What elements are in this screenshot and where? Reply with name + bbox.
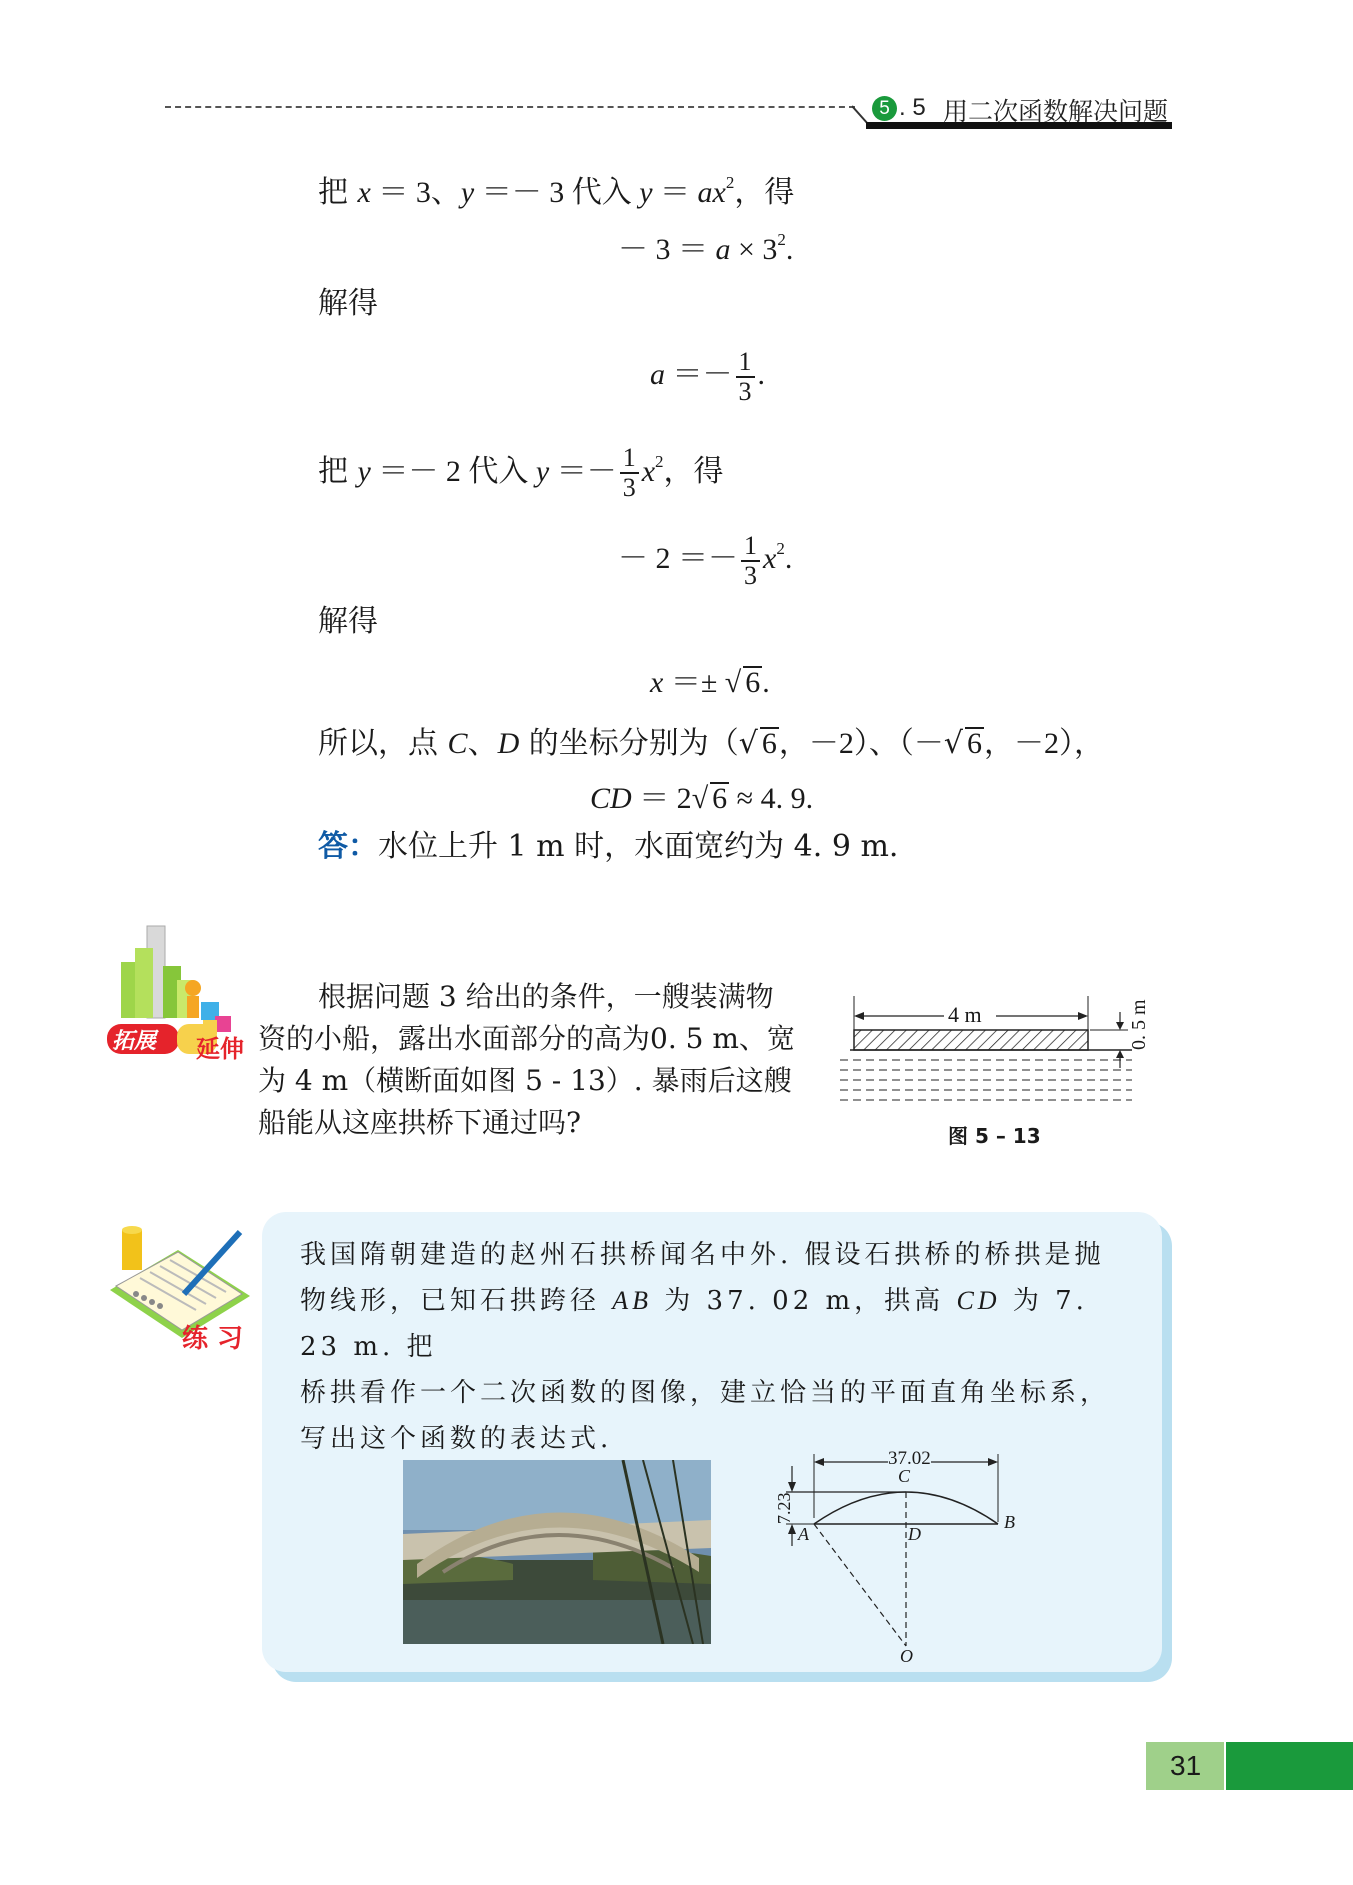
solve-label-2: 解得 [318, 604, 378, 639]
section-title: 用二次函数解决问题 [943, 97, 1169, 126]
extension-line-2: 资的小船，露出水面部分的高为0. 5 m、宽 [258, 1022, 795, 1055]
extension-badge-right: 延伸 [196, 1035, 244, 1063]
equation-substitute-y: 把 y ＝－ 2 代入 y ＝－ $\frac{1}{3}$ $x^2$，得 [318, 443, 724, 502]
extension-line-1: 根据问题 3 给出的条件，一艘装满物 [318, 980, 774, 1013]
diagram-label-a: A [798, 1524, 809, 1544]
zhaozhou-bridge-photo [403, 1460, 711, 1644]
extension-line-3: 为 4 m（横断面如图 5 - 13）. 暴雨后这艘 [258, 1064, 792, 1097]
page-number-bar [1226, 1742, 1353, 1790]
equation-x-value: x ＝± √ 6. [650, 666, 770, 699]
figure-height-label: 0. 5 m [1128, 999, 1150, 1050]
practice-badge-label: 练 习 [182, 1324, 244, 1354]
extension-line-4: 船能从这座拱桥下通过吗? [258, 1106, 582, 1139]
equation-x-squared: － 2 ＝－ $\frac{1}{3}$ $x^2$. [618, 531, 793, 590]
section-number: . 5 [899, 94, 926, 121]
answer-text: 水位上升 1 m 时，水面宽约为 4. 9 m. [378, 829, 899, 864]
diagram-label-c: C [898, 1466, 911, 1486]
figure-caption: 图 5 – 13 [948, 1124, 1041, 1148]
extension-text [258, 976, 818, 1144]
section-badge: 5 [872, 96, 897, 121]
diagram-label-d: D [908, 1524, 921, 1544]
coordinates-of-c-d: 所以，点 C、D 的坐标分别为（√ 6，－2）、（－√ 6，－2）， [318, 726, 1105, 761]
practice-line-4: 写出这个函数的表达式. [300, 1424, 613, 1454]
practice-line-3: 桥拱看作一个二次函数的图像，建立恰当的平面直角坐标系， [300, 1378, 1111, 1408]
diagram-height-label: 7.23 [774, 1492, 794, 1524]
answer-line [318, 829, 898, 865]
figure-width-label: 4 m [948, 1002, 982, 1027]
practice-text [300, 1232, 1140, 1462]
equation-cd-length: CD ＝ 2√ 6 ≈ 4. 9. [590, 782, 814, 815]
equation-a-value: a ＝－ $\frac{1}{3}$ . [650, 347, 765, 406]
answer-label: 答： [318, 829, 378, 864]
header-dashed-rule [165, 106, 855, 108]
diagram-span-label: 37.02 [888, 1448, 931, 1469]
diagram-label-b: B [1004, 1512, 1015, 1532]
extension-badge-left: 拓展 [112, 1029, 157, 1054]
equation-substitute-point: 把 x ＝ 3、y ＝－ 3 代入 $y = ax^2$，得 [318, 173, 795, 210]
practice-line-1: 我国隋朝建造的赵州石拱桥闻名中外. 假设石拱桥的桥拱是抛 [300, 1240, 1105, 1270]
page-number: 31 [1170, 1750, 1202, 1781]
equation-a-times-9: － $3 = a \times 3^2$. [618, 230, 794, 266]
boat-cross-section-figure [840, 994, 1160, 1124]
solve-label-1: 解得 [318, 286, 378, 321]
practice-line-2: 物线形，已知石拱跨径 AB 为 37. 02 m，拱高 CD 为 7. 23 m. 把 [300, 1286, 1088, 1362]
diagram-label-o: O [900, 1646, 913, 1666]
